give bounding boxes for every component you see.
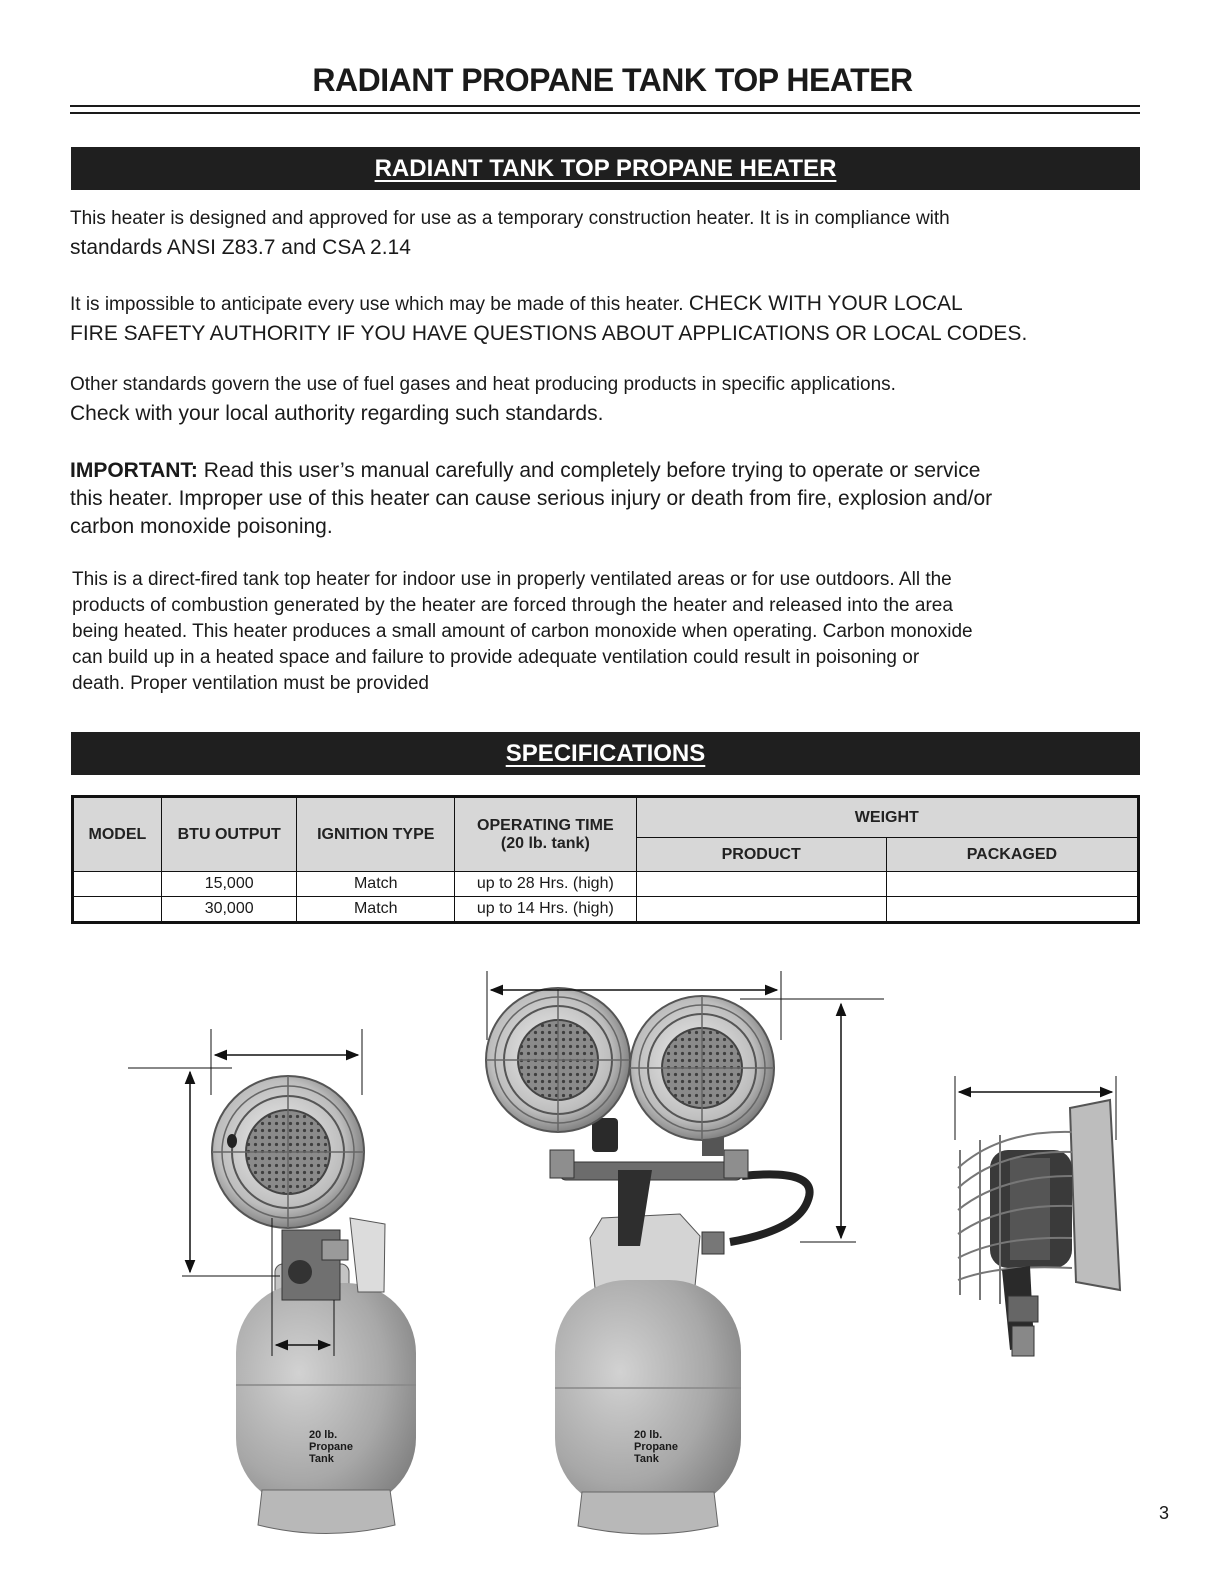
double-heater-head-right xyxy=(630,996,774,1140)
single-regulator xyxy=(282,1218,385,1300)
single-heater-head xyxy=(212,1076,364,1228)
ventilation-line-1: This is a direct-fired tank top heater for indoor use in properly ventilated areas or for use outdoors. All the xyxy=(72,569,952,590)
double-heater-head-left xyxy=(486,988,630,1132)
single-tank xyxy=(236,1264,416,1534)
page-number: 3 xyxy=(1158,1503,1169,1523)
header-operating-time-line2: (20 lb. tank) xyxy=(500,834,590,852)
cell-time: up to 28 Hrs. (high) xyxy=(455,872,637,897)
important-label: IMPORTANT: xyxy=(70,459,198,482)
standards-line-2: Check with your local authority regarding such standards. xyxy=(70,401,604,425)
side-view-heater xyxy=(958,1100,1120,1356)
double-tank-label-3: Tank xyxy=(634,1453,659,1465)
ventilation-line-2: products of combustion generated by the heater are forced through the heater and released into the area xyxy=(72,595,953,616)
cell-btu: 15,000 xyxy=(161,872,297,897)
header-weight: WEIGHT xyxy=(636,797,1138,838)
header-product: PRODUCT xyxy=(636,838,886,872)
approval-line-1: This heater is designed and approved for use as a temporary construction heater. It is in compliance with xyxy=(70,208,950,229)
anticipate-line-1b: CHECK WITH YOUR LOCAL xyxy=(688,292,963,315)
double-tank xyxy=(555,1214,741,1534)
important-line-2: this heater. Improper use of this heater can cause serious injury or death from fire, explosion and/or xyxy=(70,487,993,510)
ventilation-line-4: can build up in a heated space and failure to provide adequate ventilation could result in poisoning or xyxy=(72,647,920,668)
standards-line-1: Other standards govern the use of fuel gases and heat producing products in specific applications. xyxy=(70,374,896,395)
header-packaged: PACKAGED xyxy=(886,838,1138,872)
header-ignition-type: IGNITION TYPE xyxy=(297,797,455,872)
single-heater-figure xyxy=(128,1029,416,1534)
cell-time: up to 14 Hrs. (high) xyxy=(455,897,637,923)
page-title: RADIANT PROPANE TANK TOP HEATER xyxy=(312,62,913,98)
cell-btu: 30,000 xyxy=(161,897,297,923)
single-tank-label-3: Tank xyxy=(309,1453,334,1465)
section-banner-specifications: SPECIFICATIONS xyxy=(71,732,1140,775)
approval-line-2: standards ANSI Z83.7 and CSA 2.14 xyxy=(70,235,411,259)
single-tank-label-2: Propane xyxy=(309,1441,354,1453)
important-line-3: carbon monoxide poisoning. xyxy=(70,515,333,538)
double-heater-figure xyxy=(486,971,884,1534)
important-line-1: Read this user’s manual carefully and completely before trying to operate or service xyxy=(197,459,981,482)
cell-ignition: Match xyxy=(297,897,455,923)
anticipate-line-1a: It is impossible to anticipate every use which may be made of this heater. xyxy=(70,294,689,315)
side-view-figure xyxy=(955,1076,1120,1356)
double-tank-label-2: Propane xyxy=(634,1441,679,1453)
ventilation-line-5: death. Proper ventilation must be provided xyxy=(72,673,429,694)
single-tank-label-1: 20 lb. xyxy=(309,1429,338,1441)
anticipate-line-2: FIRE SAFETY AUTHORITY IF YOU HAVE QUESTIONS ABOUT APPLICATIONS OR LOCAL CODES. xyxy=(70,322,1028,346)
header-operating-time-line1: OPERATING TIME xyxy=(477,816,614,834)
header-model: MODEL xyxy=(73,797,162,872)
ventilation-line-3: being heated. This heater produces a small amount of carbon monoxide when operating. Carbon monoxide xyxy=(72,621,973,642)
section-banner-heater: RADIANT TANK TOP PROPANE HEATER xyxy=(71,147,1140,190)
header-btu-output: BTU OUTPUT xyxy=(161,797,297,872)
cell-ignition: Match xyxy=(297,872,455,897)
double-tank-label-1: 20 lb. xyxy=(634,1429,663,1441)
